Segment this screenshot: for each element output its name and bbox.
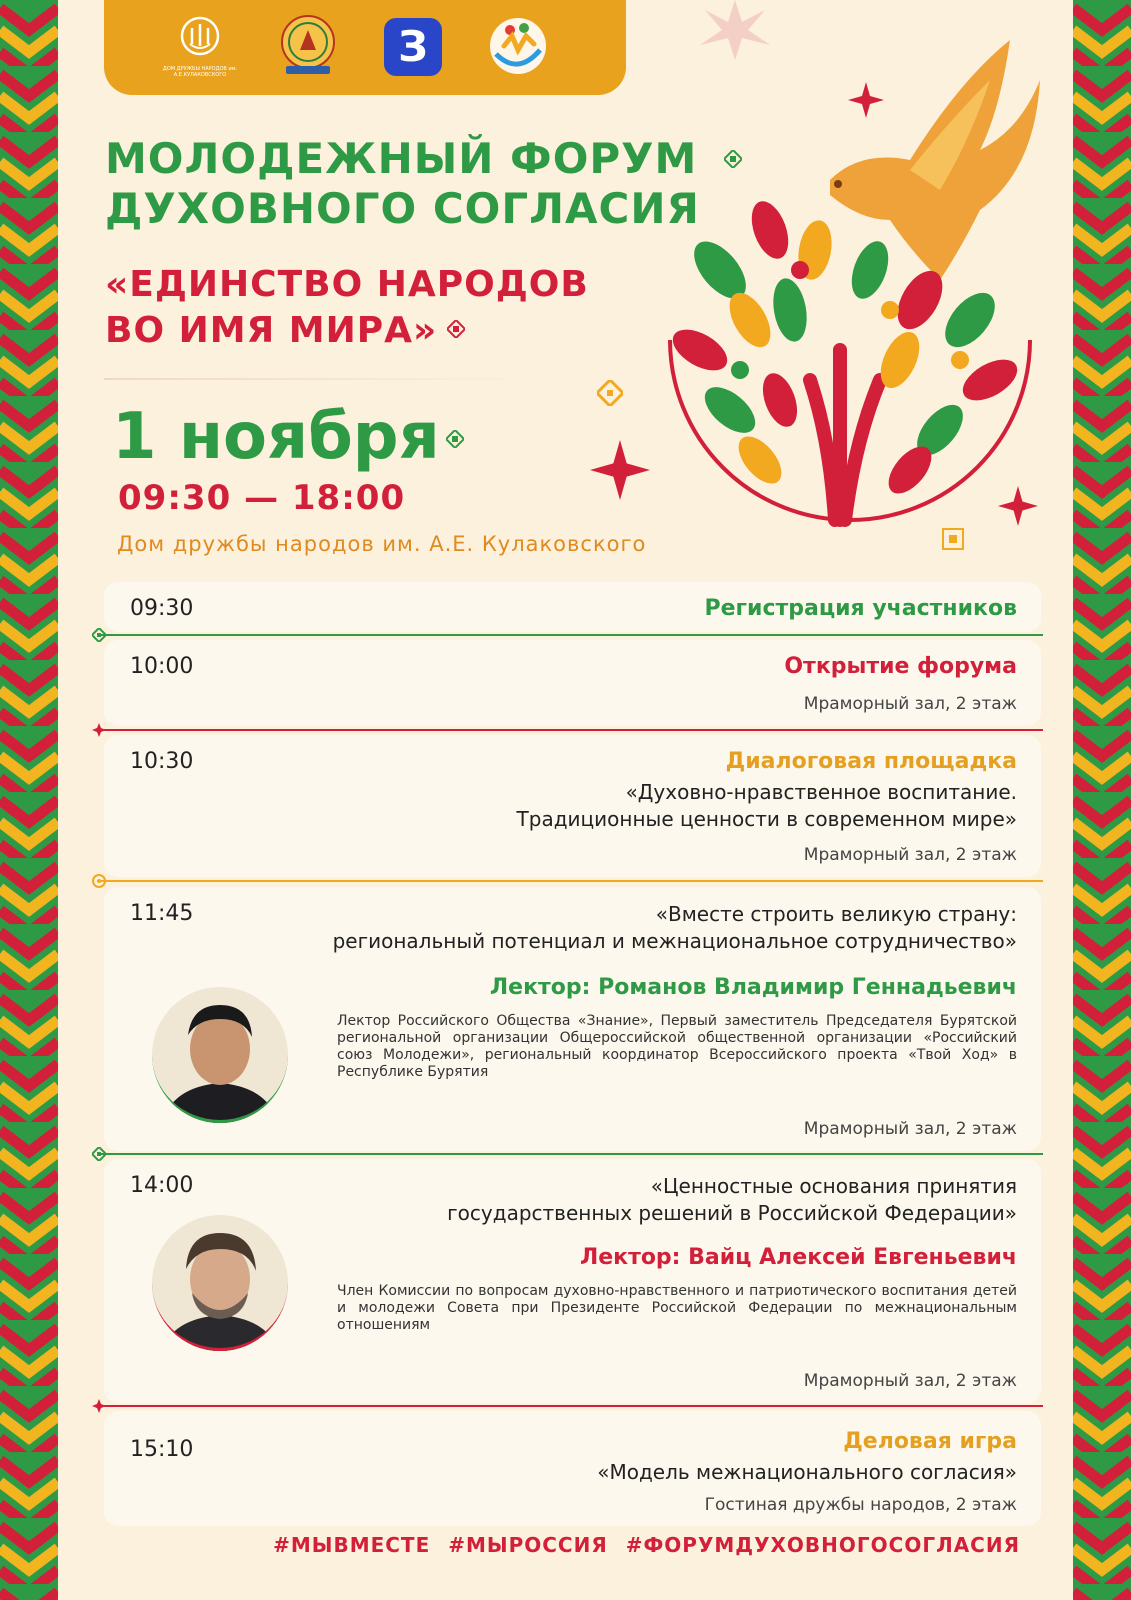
schedule-location: Мраморный зал, 2 этаж: [803, 1119, 1017, 1139]
schedule-topic-line1: «Ценностные основания принятия: [650, 1174, 1017, 1198]
youth-logo: [482, 10, 554, 82]
diamond-bullet-icon: [446, 430, 464, 448]
avatar-ring: [152, 987, 288, 1123]
forum-subtitle-line2: ВО ИМЯ МИРА»: [105, 310, 438, 351]
logo1-caption: ДОМ ДРУЖБЫ НАРОДОВ им. А.Е.КУЛАКОВСКОГО: [162, 66, 238, 78]
separator: [98, 1153, 1043, 1155]
separator: [98, 634, 1043, 636]
lecturer-name: Лектор: Романов Владимир Геннадьевич: [489, 975, 1017, 1000]
lecturer-name: Лектор: Вайц Алексей Евгеньевич: [579, 1245, 1017, 1270]
schedule-topic-line2: Традиционные ценности в современном мире»: [516, 807, 1017, 831]
schedule-item-lecture-romanov: [104, 887, 1041, 1151]
schedule-time: 10:00: [130, 654, 194, 679]
schedule-location: Мраморный зал, 2 этаж: [803, 845, 1017, 865]
schedule-topic-line1: «Модель межнационального согласия»: [597, 1460, 1017, 1484]
logo-bar: [104, 0, 626, 95]
schedule-topic-line2: региональный потенциал и межнациональное сотрудничество»: [332, 929, 1017, 953]
event-time-range: 09:30 — 18:00: [118, 478, 406, 518]
ornament-star-red-icon: [848, 82, 884, 118]
schedule-time: 15:10: [130, 1437, 194, 1462]
schedule-topic-line2: государственных решений в Российской Федерации»: [447, 1201, 1017, 1225]
znanie-logo: [378, 10, 450, 82]
dove-icon: [830, 40, 1040, 280]
schedule-location: Гостиная дружбы народов, 2 этаж: [704, 1495, 1017, 1515]
schedule-location: Мраморный зал, 2 этаж: [803, 1371, 1017, 1391]
forum-title-line2: ДУХОВНОГО СОГЛАСИЯ: [105, 184, 700, 233]
divider-line: [104, 378, 534, 380]
ornament-star-red-icon: [590, 440, 650, 500]
event-venue: Дом дружбы народов им. А.Е. Кулаковского: [117, 532, 647, 556]
schedule-time: 14:00: [130, 1173, 194, 1198]
schedule-item-lecture-vaitz: [104, 1159, 1041, 1403]
ornament-star-red-icon: [998, 486, 1038, 526]
forum-title-line1: МОЛОДЕЖНЫЙ ФОРУМ: [105, 134, 698, 183]
house-of-friendship-logo: [164, 10, 236, 82]
schedule-item-registration: [104, 582, 1041, 632]
schedule-item-dialogue: [104, 735, 1041, 877]
schedule-time: 09:30: [130, 596, 194, 621]
separator: [98, 1405, 1043, 1407]
schedule-heading: Регистрация участников: [704, 596, 1017, 621]
schedule-heading: Деловая игра: [843, 1429, 1017, 1454]
schedule-location: Мраморный зал, 2 этаж: [803, 694, 1017, 714]
avatar-ring: [152, 1215, 288, 1351]
schedule-time: 11:45: [130, 901, 194, 926]
schedule-time: 10:30: [130, 749, 194, 774]
event-date: 1 ноября: [112, 400, 440, 474]
separator: [98, 729, 1043, 731]
schedule-heading: Диалоговая площадка: [725, 749, 1017, 774]
lecturer-bio: Лектор Российского Общества «Знание», Первый заместитель Председателя Бурятской региональной организации Общероссийской общественной организации «Российский союз Молодежи», региональный координатор Всероссийского проекта «Твой Ход» в Республике Бурятия: [337, 1013, 1017, 1080]
schedule-item-opening: [104, 640, 1041, 726]
right-ornament-border: [1073, 0, 1131, 1600]
lecturer-bio: Член Комиссии по вопросам духовно-нравственного и патриотического воспитания детей и молодежи Совета при Президенте Российской Федерации по межнациональным отношениям: [337, 1283, 1017, 1333]
forum-subtitle-line1: «ЕДИНСТВО НАРОДОВ: [105, 264, 589, 305]
left-ornament-border: [0, 0, 58, 1600]
ornament-square-icon: [942, 528, 964, 550]
schedule-topic-line1: «Вместе строить великую страну:: [655, 902, 1017, 926]
assembly-of-peoples-logo: [272, 10, 344, 82]
diamond-bullet-icon: [447, 320, 465, 338]
znanie-letter: З: [398, 22, 428, 71]
schedule-item-business-game: [104, 1411, 1041, 1526]
schedule-heading: Открытие форума: [784, 654, 1017, 679]
hashtags: #МЫВМЕСТЕ #МЫРОССИЯ #ФОРУМДУХОВНОГОСОГЛАСИЯ: [273, 1533, 1020, 1557]
ornament-diamond-icon: [597, 380, 623, 406]
diamond-bullet-icon: [724, 150, 742, 168]
separator: [98, 880, 1043, 882]
schedule-topic-line1: «Духовно-нравственное воспитание.: [625, 780, 1017, 804]
